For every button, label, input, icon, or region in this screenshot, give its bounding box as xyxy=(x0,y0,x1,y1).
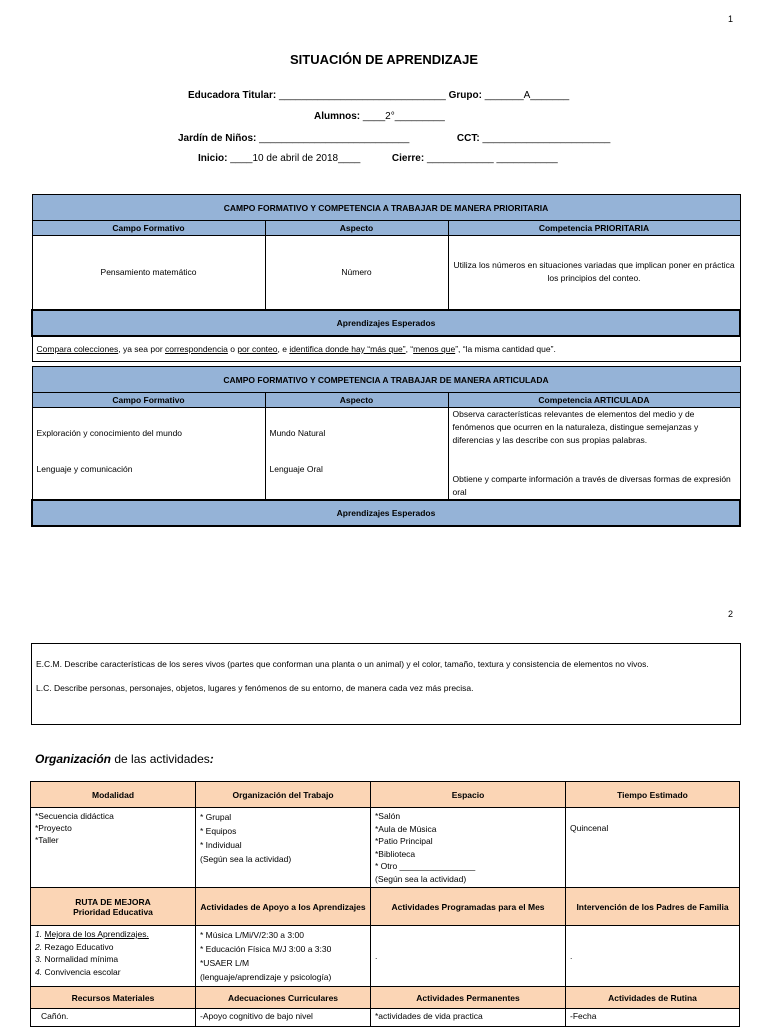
alumnos-field[interactable]: ____2°_________ xyxy=(362,111,445,122)
aprendizajes-heading: Aprendizajes Esperados xyxy=(32,500,740,526)
recursos-cell: Cañón. xyxy=(31,1009,196,1027)
aprendizajes-box xyxy=(31,643,741,725)
page-number: 1 xyxy=(728,14,734,24)
ruta-cell: 1. Mejora de los Aprendizajes. 2. Rezago Educativo 3. Normalidad mínima 4. Convivencia escolar xyxy=(31,926,196,987)
jardin-line xyxy=(178,133,610,144)
col-aspecto: Aspecto xyxy=(265,393,448,408)
col-organizacion: Organización del Trabajo xyxy=(196,782,371,808)
cct-field[interactable]: _______________________ xyxy=(482,133,611,144)
cierre-field[interactable]: ____________ ___________ xyxy=(426,153,558,164)
espacio-cell: *Salón *Aula de Música *Patio Principal *Biblioteca * Otro ________________ (Según sea la actividad) xyxy=(371,808,566,888)
cct-label: CCT: xyxy=(456,133,480,144)
aspecto-cell: Mundo Natural Lenguaje Oral xyxy=(265,408,448,501)
organizacion-table xyxy=(30,781,740,1027)
prioritaria-heading: CAMPO FORMATIVO Y COMPETENCIA A TRABAJAR DE MANERA PRIORITARIA xyxy=(32,195,740,221)
organizacion-cell: * Grupal * Equipos * Individual (Según sea la actividad) xyxy=(196,808,371,888)
permanentes-cell: *actividades de vida practica xyxy=(371,1009,566,1027)
col-padres: Intervención de los Padres de Familia xyxy=(566,888,740,926)
col-rutina: Actividades de Rutina xyxy=(566,987,740,1009)
inicio-label: Inicio: xyxy=(198,153,228,164)
jardin-label: Jardín de Niños: xyxy=(178,133,257,144)
cierre-label: Cierre: xyxy=(391,153,425,164)
prioritaria-table xyxy=(31,194,741,362)
col-recursos: Recursos Materiales xyxy=(31,987,196,1009)
inicio-field[interactable]: ____10 de abril de 2018____ xyxy=(230,153,361,164)
aprendizaje-text: Compara colecciones, ya sea por correspondencia o por conteo, e identifica donde hay “más que”, “menos que”, “la misma cantidad que”. xyxy=(32,336,740,362)
col-competencia: Competencia ARTICULADA xyxy=(448,393,740,408)
col-competencia: Competencia PRIORITARIA xyxy=(448,221,740,236)
grupo-label: Grupo: xyxy=(448,90,482,101)
col-campo-formativo: Campo Formativo xyxy=(32,221,265,236)
organizacion-heading: Organización de las actividades: xyxy=(35,752,214,766)
campo-cell: Exploración y conocimiento del mundo Lenguaje y comunicación xyxy=(32,408,265,501)
page-title: SITUACIÓN DE APRENDIZAJE xyxy=(289,52,479,67)
articulada-table xyxy=(31,366,741,527)
col-apoyo: Actividades de Apoyo a los Aprendizajes xyxy=(196,888,371,926)
col-espacio: Espacio xyxy=(371,782,566,808)
col-ruta-mejora: RUTA DE MEJORA Prioridad Educativa xyxy=(31,888,196,926)
col-campo-formativo: Campo Formativo xyxy=(32,393,265,408)
adecuaciones-cell: -Apoyo cognitivo de bajo nivel xyxy=(196,1009,371,1027)
col-permanentes: Actividades Permanentes xyxy=(371,987,566,1009)
fechas-line xyxy=(198,153,558,164)
educadora-field[interactable]: ______________________________ xyxy=(278,90,446,101)
rutina-cell: -Fecha xyxy=(566,1009,740,1027)
col-programadas: Actividades Programadas para el Mes xyxy=(371,888,566,926)
apoyo-cell: * Música L/Mi/V/2:30 a 3:00 * Educación Física M/J 3:00 a 3:30 *USAER L/M (lenguaje/aprendizaje y psicología) xyxy=(196,926,371,987)
competencia-cell: Observa características relevantes de elementos del medio y de fenómenos que ocurren en la naturaleza, distingue semejanzas y diferencias y las describe con sus propias palabras. Obtiene y comparte información a través de diversas formas de expresión oral xyxy=(448,408,740,501)
articulada-heading: CAMPO FORMATIVO Y COMPETENCIA A TRABAJAR DE MANERA ARTICULADA xyxy=(32,367,740,393)
programadas-cell: . xyxy=(371,926,566,987)
lc-text: L.C. Describe personas, personajes, objetos, lugares y fenómenos de su entorno, de manera cada vez más precisa. xyxy=(36,683,474,693)
educadora-label: Educadora Titular: xyxy=(188,90,277,101)
tiempo-cell: Quincenal xyxy=(566,808,740,888)
padres-cell: . xyxy=(566,926,740,987)
aprendizajes-heading: Aprendizajes Esperados xyxy=(32,310,740,336)
modalidad-cell: *Secuencia didáctica *Proyecto *Taller xyxy=(31,808,196,888)
campo-cell: Pensamiento matemático xyxy=(32,236,265,310)
col-tiempo: Tiempo Estimado xyxy=(566,782,740,808)
aspecto-cell: Número xyxy=(265,236,448,310)
grupo-field[interactable]: _______A_______ xyxy=(484,90,570,101)
ecm-text: E.C.M. Describe características de los seres vivos (partes que conforman una planta o un animal) y el color, tamaño, textura y consistencia de elementos no vivos. xyxy=(36,659,649,669)
col-adecuaciones: Adecuaciones Curriculares xyxy=(196,987,371,1009)
alumnos-label: Alumnos: xyxy=(314,111,361,122)
jardin-field[interactable]: ___________________________ xyxy=(259,133,410,144)
col-aspecto: Aspecto xyxy=(265,221,448,236)
col-modalidad: Modalidad xyxy=(31,782,196,808)
educadora-line xyxy=(188,90,569,101)
page-number: 2 xyxy=(728,609,734,619)
alumnos-line xyxy=(314,111,445,122)
competencia-cell: Utiliza los números en situaciones variadas que implican poner en práctica los principios del conteo. xyxy=(448,236,740,310)
